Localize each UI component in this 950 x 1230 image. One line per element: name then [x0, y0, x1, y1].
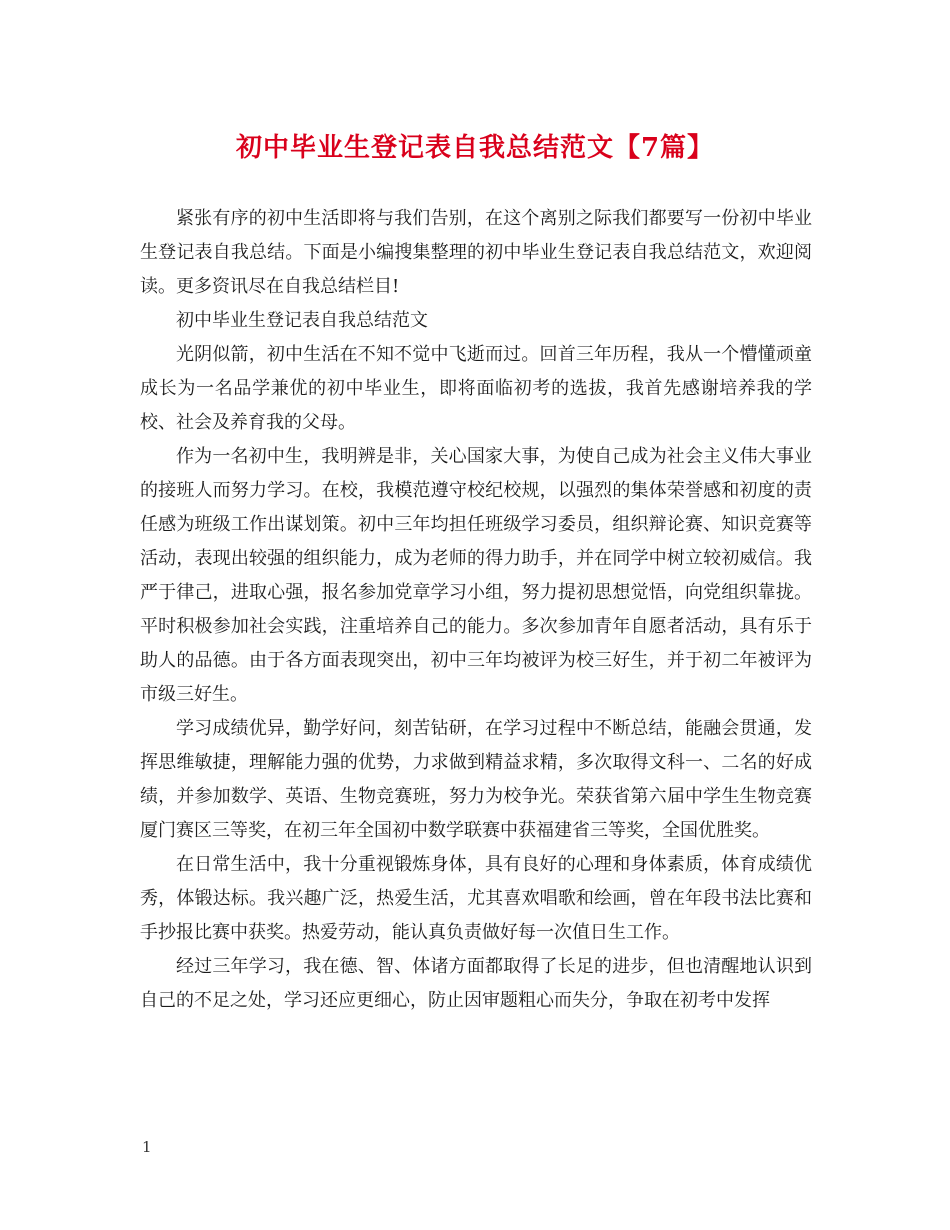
page-number: 1: [142, 1138, 152, 1156]
body-paragraph: 光阴似箭，初中生活在不知不觉中飞逝而过。回首三年历程，我从一个懵懂顽童成长为一名品学兼优的初中毕业生，即将面临初考的选拔，我首先感谢培养我的学校、社会及养育我的父母。: [140, 344, 812, 433]
body-paragraph: 经过三年学习，我在德、智、体诸方面都取得了长足的进步，但也清醒地认识到自己的不足之处，学习还应更细心，防止因审题粗心而失分，争取在初考中发挥: [140, 956, 812, 1011]
body-paragraph: 学习成绩优异，勤学好问，刻苦钻研，在学习过程中不断总结，能融会贯通，发挥思维敏捷，理解能力强的优势，力求做到精益求精，多次取得文科一、二名的好成绩，并参加数学、英语、生物竞赛班，努力为校争光。荣获省第六届中学生生物竞赛厦门赛区三等奖，在初三年全国初中数学联赛中获福建省三等奖，全国优胜奖。: [140, 718, 812, 841]
body-paragraph: 在日常生活中，我十分重视锻炼身体，具有良好的心理和身体素质，体育成绩优秀，体锻达标。我兴趣广泛，热爱生活，尤其喜欢唱歌和绘画，曾在年段书法比赛和手抄报比赛中获奖。热爱劳动，能认真负责做好每一次值日生工作。: [140, 854, 812, 943]
body-paragraph: 作为一名初中生，我明辨是非，关心国家大事，为使自己成为社会主义伟大事业的接班人而努力学习。在校，我模范遵守校纪校规，以强烈的集体荣誉感和初度的责任感为班级工作出谋划策。初中三年均担任班级学习委员，组织辩论赛、知识竞赛等活动，表现出较强的组织能力，成为老师的得力助手，并在同学中树立较初威信。我严于律己，进取心强，报名参加党章学习小组，努力提初思想觉悟，向党组织靠拢。平时积极参加社会实践，注重培养自己的能力。多次参加青年自愿者活动，具有乐于助人的品德。由于各方面表现突出，初中三年均被评为校三好生，并于初二年被评为市级三好生。: [140, 446, 812, 705]
section-heading: 初中毕业生登记表自我总结范文: [176, 310, 428, 331]
intro-paragraph: 紧张有序的初中生活即将与我们告别，在这个离别之际我们都要写一份初中毕业生登记表自我总结。下面是小编搜集整理的初中毕业生登记表自我总结范文，欢迎阅读。更多资讯尽在自我总结栏目!: [140, 208, 812, 297]
document-title: 初中毕业生登记表自我总结范文【7篇】: [235, 133, 715, 163]
document-body: [140, 202, 812, 1018]
